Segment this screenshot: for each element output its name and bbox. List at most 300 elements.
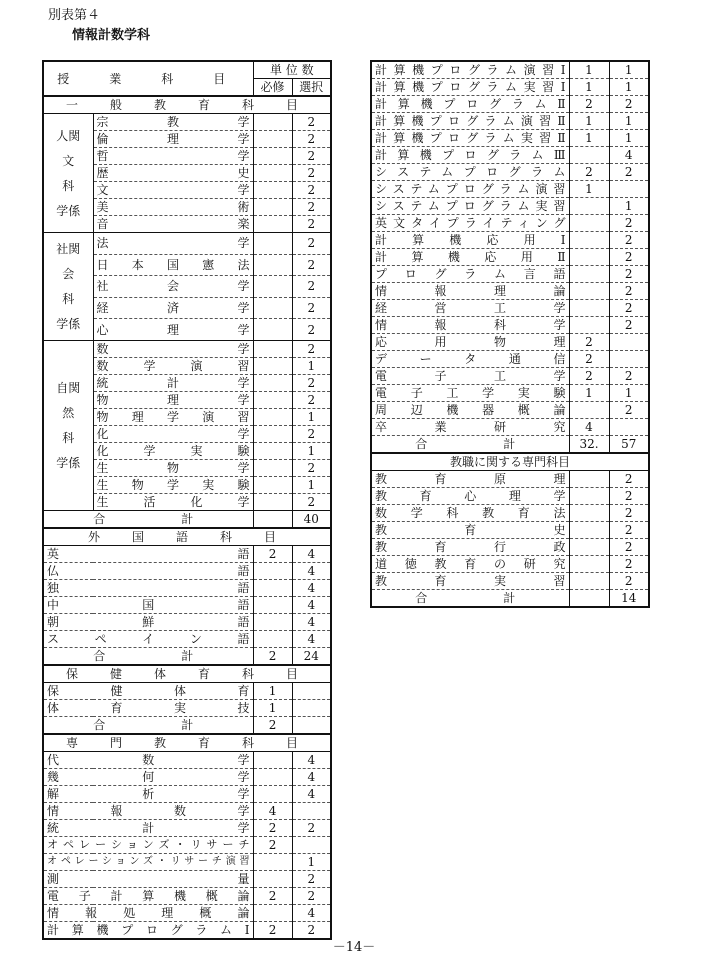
elective-units: 2 (292, 494, 331, 511)
subject-name: 教育史 (371, 522, 569, 539)
elective-units: 2 (609, 368, 649, 385)
required-units: 2 (569, 96, 609, 113)
table-row (371, 113, 649, 130)
elective-units: 4 (292, 786, 331, 803)
required-units: 1 (569, 385, 609, 402)
table-row (371, 79, 649, 96)
elective-units (609, 181, 649, 198)
table-row (371, 300, 649, 317)
group-label-line: 科 (62, 292, 75, 306)
table-row (371, 385, 649, 402)
elective-units: 2 (609, 505, 649, 522)
elective-units (292, 837, 331, 854)
table-row (371, 402, 649, 419)
subject-name: プログラム言語 (371, 266, 569, 283)
required-units: 2 (569, 351, 609, 368)
subject-name: 教育心理学 (371, 488, 569, 505)
required-units: 1 (569, 113, 609, 130)
table-row (43, 752, 331, 769)
table-row (43, 597, 331, 614)
subject-name: 電子計算機概論 (43, 888, 253, 905)
subject-name: 計算機プログラム実習Ⅱ (371, 130, 569, 147)
elective-units: 2 (609, 300, 649, 317)
required-units: 1 (569, 130, 609, 147)
subject-name: 中国語 (43, 597, 253, 614)
subject-name: システムプログラム (371, 164, 569, 181)
subject-name: 卒業研究 (371, 419, 569, 436)
subject-name: 美術 (93, 199, 253, 216)
required-units (569, 505, 609, 522)
subject-name: 朝鮮語 (43, 614, 253, 631)
required-units (569, 198, 609, 215)
subject-name: 保健体育 (43, 683, 253, 700)
required-total (569, 590, 609, 608)
elective-units (292, 683, 331, 700)
subject-name: 英語 (43, 546, 253, 563)
elective-total: 14 (609, 590, 649, 608)
elective-total: 40 (292, 511, 331, 529)
table-row (371, 266, 649, 283)
required-units (253, 426, 292, 443)
table-row (43, 786, 331, 803)
required-header: 必修 (253, 79, 292, 97)
group-label-humanities (43, 114, 93, 233)
table-row (371, 573, 649, 590)
group-label-line: 科 (62, 431, 75, 445)
table-row (43, 888, 331, 905)
required-units (253, 114, 292, 131)
required-units (569, 283, 609, 300)
elective-units: 2 (292, 216, 331, 233)
subject-name: 情報処理概論 (43, 905, 253, 922)
elective-units: 2 (609, 539, 649, 556)
required-units (569, 215, 609, 232)
total-row (43, 717, 331, 735)
subject-name: システムプログラム実習 (371, 198, 569, 215)
required-units (569, 317, 609, 334)
table-row (371, 215, 649, 232)
section-row (43, 665, 331, 683)
group-label-line: 学係 (56, 456, 81, 470)
total-row (371, 436, 649, 454)
subject-name: スペイン語 (43, 631, 253, 648)
required-units (253, 854, 292, 871)
table-row (43, 905, 331, 922)
required-units (253, 752, 292, 769)
section-row (43, 734, 331, 752)
elective-units (292, 700, 331, 717)
group-label-line: 学係 (56, 317, 81, 331)
required-units (253, 769, 292, 786)
table-row (43, 700, 331, 717)
table-row (371, 249, 649, 266)
subject-name: 情報数学 (43, 803, 253, 820)
subject-name: 数学 (93, 341, 253, 358)
subject-name: 情報科学 (371, 317, 569, 334)
required-units: 1 (253, 700, 292, 717)
required-units: 2 (253, 820, 292, 837)
subject-name: 計算機プログラム演習Ⅰ (371, 61, 569, 79)
table-row (43, 803, 331, 820)
elective-units: 2 (292, 182, 331, 199)
subject-name: 情報理論 (371, 283, 569, 300)
subject-name: 周辺機器概論 (371, 402, 569, 419)
required-units: 2 (253, 888, 292, 905)
annex-label: 別表第４ (48, 8, 101, 23)
required-units: 2 (253, 546, 292, 563)
subject-name: 教育原理 (371, 471, 569, 488)
required-units (253, 165, 292, 182)
required-total: 32. (569, 436, 609, 454)
table-row (43, 580, 331, 597)
table-row (43, 820, 331, 837)
elective-units: 4 (292, 631, 331, 648)
section-row (43, 528, 331, 546)
subject-name: 生活化学 (93, 494, 253, 511)
elective-units: 1 (292, 443, 331, 460)
subject-name: データ通信 (371, 351, 569, 368)
elective-units: 2 (609, 232, 649, 249)
subject-name: システムプログラム演習 (371, 181, 569, 198)
group-label-line: 学係 (56, 203, 81, 218)
elective-units: 2 (292, 233, 331, 255)
elective-units: 1 (292, 409, 331, 426)
elective-units: 2 (609, 215, 649, 232)
required-units (253, 131, 292, 148)
subject-name: 幾何学 (43, 769, 253, 786)
subject-name: 計算機プログラムⅢ (371, 147, 569, 164)
table-row (43, 233, 331, 255)
required-units (253, 614, 292, 631)
table-row (43, 614, 331, 631)
subject-name: 統計学 (43, 820, 253, 837)
required-units (253, 148, 292, 165)
elective-units: 1 (609, 198, 649, 215)
required-units (253, 563, 292, 580)
section-title: 一 般 教 育 科 目 (43, 96, 331, 114)
elective-units: 4 (292, 580, 331, 597)
table-row (43, 546, 331, 563)
elective-units: 2 (292, 871, 331, 888)
elective-units: 1 (609, 130, 649, 147)
table-row (43, 563, 331, 580)
required-units: 4 (569, 419, 609, 436)
elective-units: 2 (292, 148, 331, 165)
required-units (253, 341, 292, 358)
required-units (253, 319, 292, 341)
required-units (253, 297, 292, 319)
required-units (569, 556, 609, 573)
subject-name: 計算機プログラム実習Ⅰ (371, 79, 569, 96)
required-units (569, 471, 609, 488)
group-label-line: 科 (62, 178, 75, 193)
department-title: 情報計数学科 (72, 28, 151, 43)
elective-units: 2 (292, 460, 331, 477)
elective-units: 2 (292, 922, 331, 940)
subject-name: 歴史 (93, 165, 253, 182)
total-label: 合 計 (43, 511, 253, 529)
required-units (253, 631, 292, 648)
total-row (43, 511, 331, 529)
elective-units: 2 (292, 131, 331, 148)
subject-name: 電子工学 (371, 368, 569, 385)
table-row (43, 631, 331, 648)
elective-units: 2 (609, 573, 649, 590)
left-curriculum-table (42, 60, 332, 940)
total-label: 合 計 (371, 590, 569, 608)
elective-units (292, 803, 331, 820)
group-label-line: 文 (62, 153, 75, 168)
subject-name: 音楽 (93, 216, 253, 233)
required-units (253, 460, 292, 477)
elective-total: 24 (292, 648, 331, 666)
elective-units: 2 (609, 96, 649, 113)
subject-name: 計算機応用Ⅰ (371, 232, 569, 249)
section-title: 外 国 語 科 目 (43, 528, 331, 546)
required-units (569, 402, 609, 419)
table-row (371, 505, 649, 522)
table-row (371, 556, 649, 573)
subject-name: 生物学実験 (93, 477, 253, 494)
required-units: 2 (569, 334, 609, 351)
required-units (569, 266, 609, 283)
elective-units: 2 (292, 199, 331, 216)
elective-units: 2 (292, 254, 331, 276)
required-units (569, 573, 609, 590)
subject-name: 道徳教育の研究 (371, 556, 569, 573)
elective-units: 2 (292, 165, 331, 182)
subject-name: 物理学演習 (93, 409, 253, 426)
subject-name: 心理学 (93, 319, 253, 341)
elective-units: 2 (609, 164, 649, 181)
elective-units (609, 351, 649, 368)
subject-name: 計算機プログラムⅠ (43, 922, 253, 940)
required-units: 1 (253, 683, 292, 700)
required-units: 4 (253, 803, 292, 820)
required-units (253, 494, 292, 511)
elective-units: 2 (292, 276, 331, 298)
elective-units: 2 (292, 426, 331, 443)
total-label: 合 計 (43, 717, 253, 735)
table-row (43, 837, 331, 854)
required-units (253, 786, 292, 803)
subject-name: 化学 (93, 426, 253, 443)
required-units (253, 392, 292, 409)
subject-name: 物理学 (93, 392, 253, 409)
subject-name: 数学演習 (93, 358, 253, 375)
elective-units: 1 (292, 358, 331, 375)
subject-name: 教育行政 (371, 539, 569, 556)
subject-name: 法学 (93, 233, 253, 255)
required-total: 2 (253, 648, 292, 666)
table-row (43, 683, 331, 700)
required-units (569, 539, 609, 556)
subject-name: 経営工学 (371, 300, 569, 317)
elective-units (609, 334, 649, 351)
section-row (43, 96, 331, 114)
table-row (371, 317, 649, 334)
table-row (371, 181, 649, 198)
elective-units: 2 (609, 317, 649, 334)
table-row (43, 871, 331, 888)
required-units (253, 871, 292, 888)
elective-units: 2 (292, 341, 331, 358)
required-units: 1 (569, 79, 609, 96)
page-number: －14－ (332, 940, 376, 955)
table-row (43, 341, 331, 358)
table-row (371, 164, 649, 181)
subject-name: 教育実習 (371, 573, 569, 590)
subject-name: 数学科教育法 (371, 505, 569, 522)
subject-name: 電子工学実験 (371, 385, 569, 402)
table-row (371, 147, 649, 164)
total-label: 合 計 (43, 648, 253, 666)
table-row (43, 769, 331, 786)
group-label-line: 人関 (56, 128, 81, 143)
required-units (253, 199, 292, 216)
elective-units: 2 (292, 114, 331, 131)
table-row (371, 232, 649, 249)
subject-name: 計算機応用Ⅱ (371, 249, 569, 266)
elective-units: 2 (292, 392, 331, 409)
elective-total (292, 717, 331, 735)
table-row (371, 539, 649, 556)
subject-name: 生物学 (93, 460, 253, 477)
elective-units: 2 (292, 888, 331, 905)
elective-units: 2 (609, 556, 649, 573)
subject-name: 独語 (43, 580, 253, 597)
table-row (371, 471, 649, 488)
group-label-line: 自関 (56, 381, 81, 395)
table-row (371, 351, 649, 368)
table-row (43, 114, 331, 131)
subject-name: 測量 (43, 871, 253, 888)
elective-units: 4 (292, 905, 331, 922)
section-title: 専 門 教 育 科 目 (43, 734, 331, 752)
required-units (253, 477, 292, 494)
required-units (253, 443, 292, 460)
elective-units: 1 (609, 385, 649, 402)
elective-units (609, 419, 649, 436)
section-row (371, 453, 649, 471)
elective-header: 選択 (292, 79, 331, 97)
group-label-line: 然 (62, 406, 75, 420)
required-units (569, 232, 609, 249)
subject-name: 計算機プログラム演習Ⅱ (371, 113, 569, 130)
header-row (43, 61, 331, 79)
required-units (253, 182, 292, 199)
section-title: 教職に関する専門科目 (371, 453, 649, 471)
required-units (253, 409, 292, 426)
subject-header: 授 業 科 目 (43, 61, 253, 96)
table-row (371, 130, 649, 147)
required-units (253, 597, 292, 614)
section-title: 保 健 体 育 科 目 (43, 665, 331, 683)
subject-name: 解析学 (43, 786, 253, 803)
table-row (371, 334, 649, 351)
table-row (371, 522, 649, 539)
subject-name: 経済学 (93, 297, 253, 319)
subject-name: 化学実験 (93, 443, 253, 460)
subject-name: 社会学 (93, 276, 253, 298)
elective-units: 2 (609, 249, 649, 266)
group-label-natural (43, 341, 93, 511)
elective-units: 2 (292, 319, 331, 341)
required-units (253, 905, 292, 922)
subject-name: 倫理学 (93, 131, 253, 148)
required-units: 2 (569, 368, 609, 385)
table-row (371, 283, 649, 300)
required-units (253, 580, 292, 597)
table-row (371, 198, 649, 215)
elective-units: 1 (292, 854, 331, 871)
elective-units: 1 (609, 79, 649, 96)
group-label-line: 会 (62, 267, 75, 281)
elective-units: 4 (292, 752, 331, 769)
required-units (569, 300, 609, 317)
required-units (569, 522, 609, 539)
subject-name: 哲学 (93, 148, 253, 165)
elective-units: 4 (292, 597, 331, 614)
elective-units: 4 (292, 769, 331, 786)
required-units (253, 375, 292, 392)
required-units (569, 147, 609, 164)
table-row (371, 61, 649, 79)
group-label-line: 社関 (56, 242, 81, 256)
elective-units: 2 (609, 471, 649, 488)
elective-units: 2 (609, 266, 649, 283)
required-units: 2 (253, 922, 292, 940)
units-header: 単 位 数 (253, 61, 331, 79)
elective-units: 4 (292, 546, 331, 563)
subject-name: 日本国憲法 (93, 254, 253, 276)
group-label-social (43, 233, 93, 341)
required-units (253, 276, 292, 298)
subject-name: 応用物理 (371, 334, 569, 351)
required-units (569, 249, 609, 266)
subject-name: 統計学 (93, 375, 253, 392)
required-total: 2 (253, 717, 292, 735)
subject-name: 英文タイプライティング (371, 215, 569, 232)
total-row (371, 590, 649, 608)
subject-name: オペレーションズ・リサーチ演習 (43, 854, 253, 871)
table-row (371, 96, 649, 113)
elective-units: 1 (292, 477, 331, 494)
subject-name: 計算機プログラムⅡ (371, 96, 569, 113)
subject-name: 仏語 (43, 563, 253, 580)
required-units (253, 216, 292, 233)
elective-units: 2 (292, 297, 331, 319)
elective-units: 2 (292, 375, 331, 392)
required-units (253, 254, 292, 276)
elective-units: 2 (609, 402, 649, 419)
required-units: 1 (569, 181, 609, 198)
required-units (569, 488, 609, 505)
right-curriculum-table (370, 60, 650, 608)
subject-name: 体育実技 (43, 700, 253, 717)
subject-name: 宗教学 (93, 114, 253, 131)
required-units (253, 358, 292, 375)
table-row (371, 488, 649, 505)
table-row (43, 854, 331, 871)
subject-name: 代数学 (43, 752, 253, 769)
table-row (371, 368, 649, 385)
elective-units: 1 (609, 61, 649, 79)
required-total (253, 511, 292, 529)
elective-units: 2 (609, 522, 649, 539)
required-units: 1 (569, 61, 609, 79)
elective-units: 2 (292, 820, 331, 837)
